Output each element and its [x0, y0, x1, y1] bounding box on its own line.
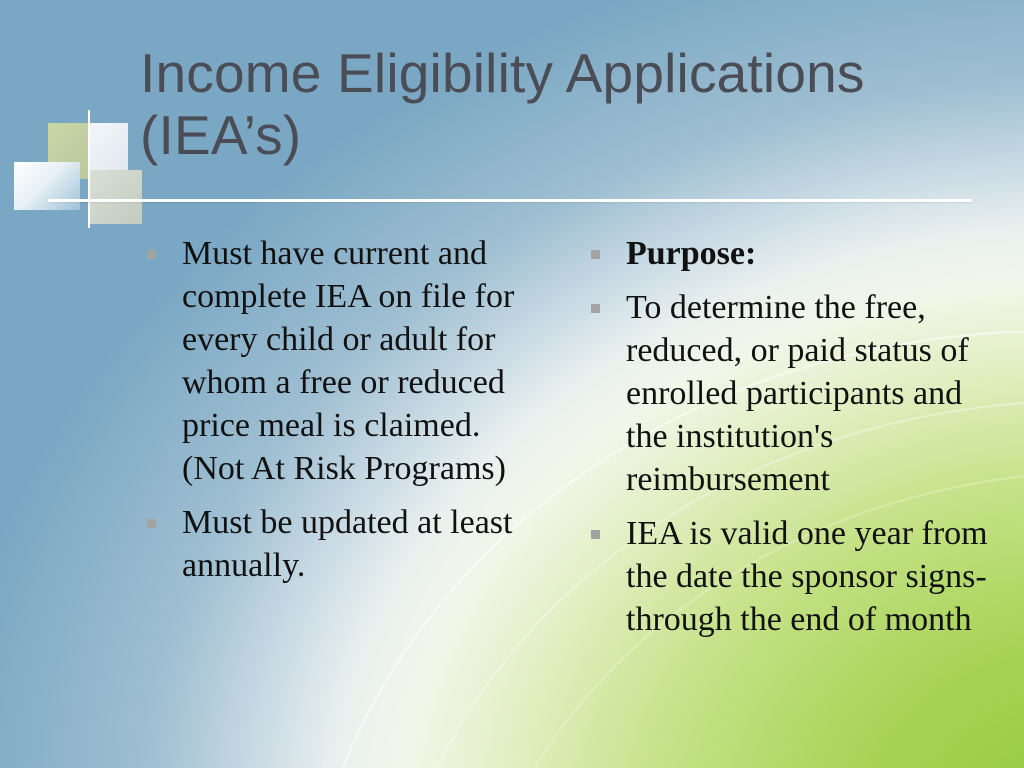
title-divider	[48, 199, 972, 202]
vertical-divider	[88, 110, 90, 228]
square-bullet-icon	[591, 304, 600, 313]
title-line: Income Eligibility Applications	[140, 42, 865, 104]
decorative-square	[88, 170, 142, 224]
purpose-heading: Purpose:	[626, 235, 757, 272]
square-bullet-icon	[147, 250, 156, 259]
square-bullet-icon	[147, 519, 156, 528]
right-bullet-list	[588, 232, 1008, 652]
bullet-text: Must be updated at least annually.	[182, 504, 513, 584]
bullet-item	[588, 232, 1008, 275]
square-bullet-icon	[591, 250, 600, 259]
bullet-item	[588, 286, 1008, 501]
left-bullet-list	[144, 232, 544, 598]
bullet-item	[144, 232, 544, 490]
decorative-square	[14, 162, 80, 210]
bullet-text: Must have current and complete IEA on file for every child or adult for whom a free or reduced price meal is claimed. (Not At Risk Programs)	[182, 235, 515, 487]
bullet-item	[144, 501, 544, 587]
decorative-square	[88, 123, 128, 171]
bullet-text: To determine the free, reduced, or paid status of enrolled participants and the institution's reimbursement	[626, 289, 969, 498]
slide-title	[140, 42, 1000, 166]
square-bullet-icon	[591, 530, 600, 539]
title-line: (IEA’s)	[140, 104, 302, 166]
bullet-text: IEA is valid one year from the date the sponsor signs- through the end of month	[626, 515, 988, 638]
bullet-item	[588, 512, 1008, 641]
